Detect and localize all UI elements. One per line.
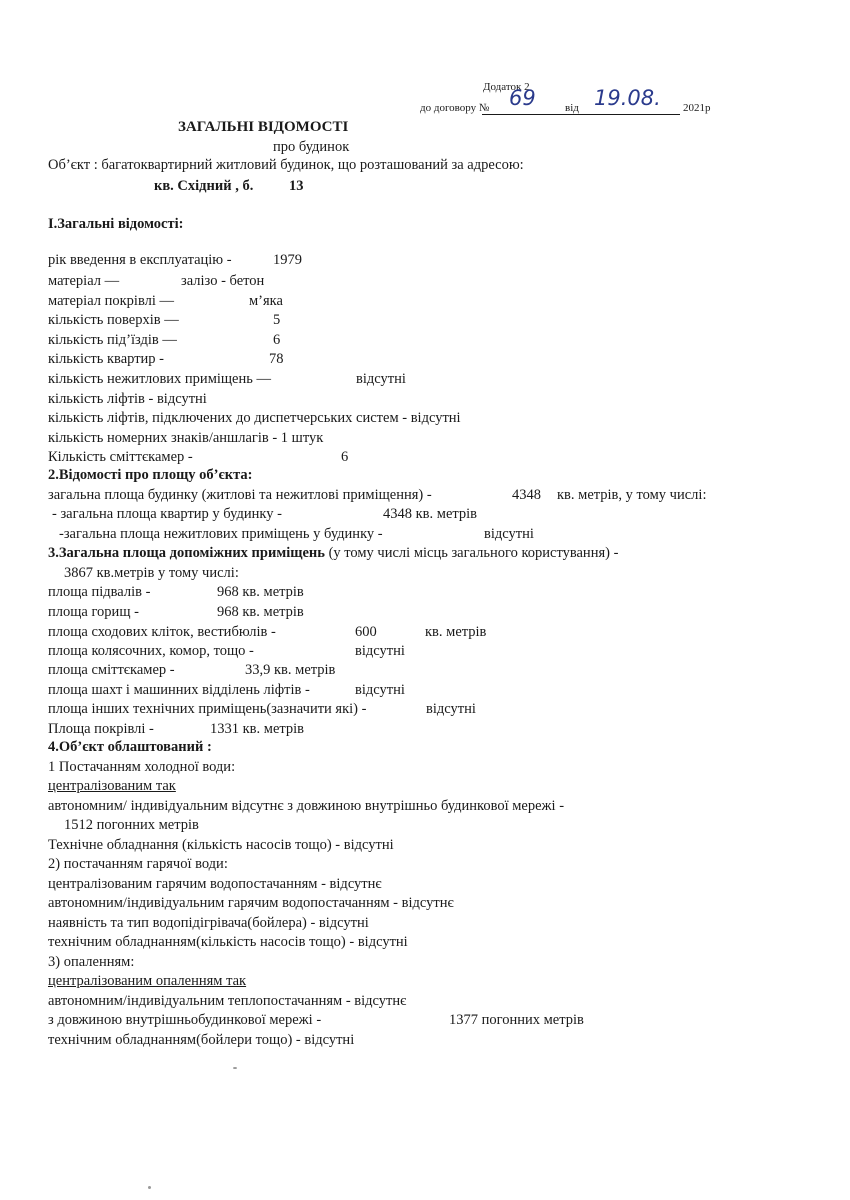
nonresidential-area-label: -загальна площа нежитлових приміщень у будинку - [59,526,383,542]
total-area-unit: кв. метрів, у тому числі: [557,487,707,503]
other-technical-area-value: відсутні [426,701,476,717]
section-4-title: 4.Об’єкт облаштований : [48,739,212,755]
cold-water-autonomous: автономним/ індивідуальним відсутнє з довжиною внутрішньо будинкової мережі - [48,798,565,814]
stairwell-area-unit: кв. метрів [425,624,487,640]
other-technical-area-label: площа інших технічних приміщень(зазначити які) - [48,701,367,717]
stairwell-area-value: 600 [355,624,377,640]
hot-water-autonomous: автономним/індивідуальним гарячим водопостачанням - відсутнє [48,895,454,911]
section-1-title: I.Загальні відомості: [48,216,184,232]
total-area-value: 4348 [512,487,541,503]
contract-underline [482,114,680,115]
section-3-heading [48,544,618,562]
section-3-title: 3.Загальна площа допоміжних приміщень [48,545,325,561]
document-subtitle: про будинок [273,139,350,155]
apartments-area-value: 4348 кв. метрів [383,506,478,522]
scan-speck [148,1186,151,1189]
attic-area-value: 968 кв. метрів [217,604,304,620]
garbage-chamber-area-label: площа сміттєкамер - [48,662,175,678]
garbage-chamber-area-value: 33,9 кв. метрів [245,662,336,678]
total-area-label: загальна площа будинку (житлові та нежитлові приміщення) - [48,487,432,503]
heating-title: 3) опаленням: [48,954,135,970]
cold-water-title: 1 Постачанням холодної води: [48,759,236,775]
address-street: кв. Східний , б. [154,178,254,194]
elevator-shaft-area-value: відсутні [355,682,405,698]
roof-area-label: Площа покрівлі - [48,721,154,737]
annex-title: Додаток 2 [483,81,530,93]
hot-water-central: централізованим гарячим водопостачанням - відсутнє [48,876,382,892]
auxiliary-total-area: 3867 кв.метрів у тому числі: [64,565,239,581]
document-title: ЗАГАЛЬНІ ВІДОМОСТІ [178,119,349,135]
contract-date: 19.08. [594,86,661,110]
stairwell-area-label: площа сходових кліток, вестибюлів - [48,624,276,640]
nonresidential-count-value: відсутні [356,371,406,387]
entrances-value: 6 [273,332,281,348]
attic-area-label: площа горищ - [48,604,139,620]
contract-year: 2021р [683,102,711,114]
heating-equipment: технічним обладнанням(бойлери тощо) - відсутні [48,1032,355,1048]
date-from-label: від [565,102,579,114]
apartments-area-label: - загальна площа квартир у будинку - [52,506,282,522]
elevators-count: кількість ліфтів - відсутні [48,391,207,407]
floors-label: кількість поверхів — [48,312,179,328]
scan-speck [233,1067,237,1069]
hot-water-equipment: технічним обладнанням(кількість насосів тощо) - відсутні [48,934,408,950]
floors-value: 5 [273,312,281,328]
material-label: матеріал — [48,273,120,289]
heating-autonomous: автономним/індивідуальним теплопостачанням - відсутнє [48,993,407,1009]
contract-prefix: до договору № [420,102,490,114]
heating-network-value: 1377 погонних метрів [449,1012,584,1028]
section-3-note: (у тому числі місць загального користування) - [328,545,619,561]
cold-water-central: централізованим так [48,778,176,794]
hot-water-title: 2) постачанням гарячої води: [48,856,228,872]
cold-water-equipment: Технічне обладнання (кількість насосів тощо) - відсутні [48,837,394,853]
address-number: 13 [289,178,304,194]
apartments-value: 78 [269,351,284,367]
commissioning-year-value: 1979 [273,252,302,268]
entrances-label: кількість під’їздів — [48,332,177,348]
material-value: залізо - бетон [181,273,265,289]
commissioning-year-label: рік введення в експлуатацію - [48,252,232,268]
dispatch-elevators-count: кількість ліфтів, підключених до диспетчерських систем - відсутні [48,410,461,426]
stroller-room-area-value: відсутні [355,643,405,659]
garbage-chambers-value: 6 [341,449,349,465]
boiler-presence: наявність та тип водопідігрівача(бойлера) - відсутні [48,915,369,931]
nonresidential-area-value: відсутні [484,526,534,542]
elevator-shaft-area-label: площа шахт і машинних відділень ліфтів - [48,682,310,698]
heating-central: централізованим опаленням так [48,973,247,989]
roof-area-value: 1331 кв. метрів [210,721,305,737]
stroller-room-area-label: площа колясочних, комор, тощо - [48,643,254,659]
heating-network-label: з довжиною внутрішньобудинкової мережі - [48,1012,322,1028]
nonresidential-count-label: кількість нежитлових приміщень — [48,371,271,387]
basement-area-value: 968 кв. метрів [217,584,304,600]
roof-material-value: м’яка [249,293,283,309]
section-2-title: 2.Відомості про площу об’єкта: [48,467,253,483]
cold-water-network-length: 1512 погонних метрів [64,817,199,833]
basement-area-label: площа підвалів - [48,584,151,600]
object-description: Об’єкт : багатоквартирний житловий будинок, що розташований за адресою: [48,157,524,173]
roof-material-label: матеріал покрівлі — [48,293,174,309]
garbage-chambers-label: Кількість сміттєкамер - [48,449,193,465]
contract-number: 69 [509,86,536,110]
apartments-label: кількість квартир - [48,351,164,367]
house-signs-count: кількість номерних знаків/аншлагів - 1 штук [48,430,324,446]
